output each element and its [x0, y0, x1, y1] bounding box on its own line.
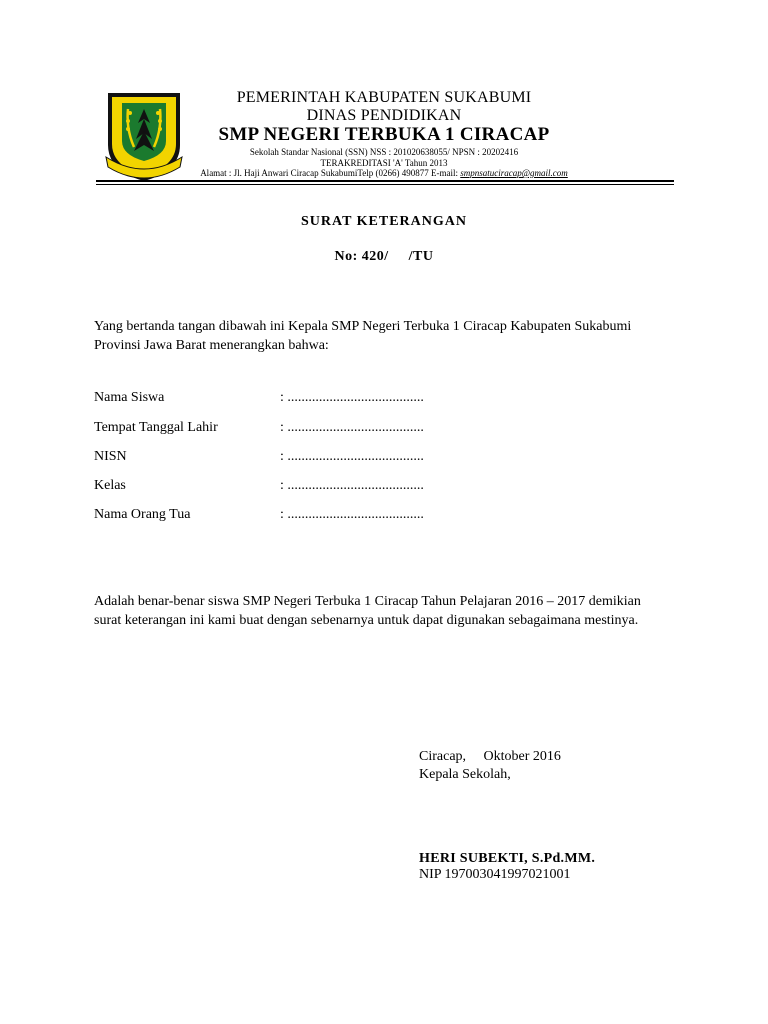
header-government: PEMERINTAH KABUPATEN SUKABUMI — [236, 89, 532, 106]
field-label: Tempat Tanggal Lahir — [94, 420, 218, 435]
header-school-name: SMP NEGERI TERBUKA 1 CIRACAP — [218, 124, 550, 145]
document-title: SURAT KETERANGAN — [300, 214, 467, 229]
intro-paragraph: Yang bertanda tangan dibawah ini Kepala SMP Negeri Terbuka 1 Ciracap Kabupaten Sukabumi Provinsi Jawa Barat menerangkan bahwa: — [94, 319, 632, 353]
signatory-name: HERI SUBEKTI, S.Pd.MM. — [419, 851, 596, 866]
header-ssn: Sekolah Standar Nasional (SSN) NSS : 201020638055/ NPSN : 20202416 — [249, 147, 519, 157]
header-address — [0, 168, 768, 178]
field-row-nisn — [94, 449, 654, 469]
document-number: No: 420/ /TU — [334, 249, 434, 264]
field-row-birth-place-date — [94, 420, 654, 440]
field-value: : ....................................... — [280, 507, 424, 522]
signature-place-date: Ciracap, Oktober 2016 — [419, 749, 561, 764]
field-label: Nama Orang Tua — [94, 507, 191, 522]
header-divider-thin — [96, 184, 674, 185]
header-divider-thick — [96, 180, 674, 182]
field-value: : ....................................... — [280, 478, 424, 493]
field-value: : ....................................... — [280, 449, 424, 464]
field-value: : ....................................... — [280, 420, 424, 435]
field-label: Nama Siswa — [94, 390, 165, 405]
field-value: : ....................................... — [280, 390, 424, 405]
field-row-student-name — [94, 390, 654, 410]
closing-paragraph: Adalah benar-benar siswa SMP Negeri Terbuka 1 Ciracap Tahun Pelajaran 2016 – 2017 demikian surat keterangan ini kami buat dengan sebenarnya untuk dapat digunakan sebagaimana mestinya. — [94, 594, 641, 628]
email-link[interactable]: smpnsatuciracap@gmail.com — [460, 168, 568, 178]
signature-position: Kepala Sekolah, — [419, 767, 511, 782]
field-label: Kelas — [94, 478, 126, 493]
signatory-nip: NIP 197003041997021001 — [419, 867, 571, 882]
field-label: NISN — [94, 449, 127, 464]
header-department: DINAS PENDIDIKAN — [306, 107, 462, 124]
field-row-class — [94, 478, 654, 498]
header-accreditation: TERAKREDITASI 'A' Tahun 2013 — [320, 158, 448, 168]
address-text: Alamat : Jl. Haji Anwari Ciracap SukabumiTelp (0266) 490877 E-mail: — [200, 168, 461, 178]
field-row-parent-name — [94, 507, 654, 527]
